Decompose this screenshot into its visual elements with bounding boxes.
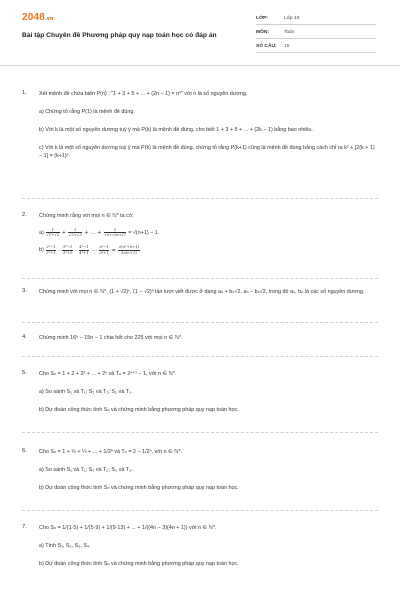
meta-value: Toán [284, 30, 295, 35]
question-part: b) Dự đoán công thức tính Sₙ và chứng minh bằng phương pháp quy nạp toán học. [39, 407, 239, 413]
math-expression: $\frac{\text{2²−1}}{\text{2²+1}}$ · $\frac{\text{3²−1}}{\text{3²+1}}$ · $\frac{\text{4²−1}}{\text{4²+1}}$ ⋯ $\frac{\text{n²−1}}{\text{n²+1}}$ = $\frac{\text{2(n²+n+1)}}{3n(n+1)}$ [46, 244, 140, 255]
question-number: 6. [22, 448, 27, 454]
logo-suffix: .vn [45, 16, 54, 22]
question-text: Chứng minh rằng với mọi n ∈ ℕ* ta có: [39, 213, 134, 219]
meta-key: SỐ CÂU: [256, 44, 277, 49]
question-4 [22, 334, 378, 342]
question-part: b) Dự đoán công thức tính Sₙ và chứng minh bằng phương pháp quy nạp toán học. [39, 485, 239, 491]
question-text: Cho Sₙ = 1/(1·5) + 1/(5·9) + 1/(9·13) + ... + 1/((4n − 3)(4n + 1)) với n ∈ ℕ*. [39, 525, 217, 531]
question-part-b [39, 245, 378, 254]
math-expression: $\frac{1}{√1+√2}$ + $\frac{1}{√2+√3}$ + … + $\frac{1}{√n+√(n+1)}$ [46, 227, 126, 238]
question-3 [22, 288, 378, 296]
meta-row-class [256, 13, 376, 25]
meta-row-count [256, 41, 376, 53]
question-number: 5. [22, 370, 27, 376]
math-tail: = √(n+1) − 1. [128, 230, 160, 237]
question-number: 3. [22, 288, 27, 294]
question-part: b) Dự đoán công thức tính Sₙ và chứng minh bằng phương pháp quy nạp toán học. [39, 561, 239, 567]
question-6 [22, 448, 378, 492]
question-number: 4. [22, 334, 27, 340]
logo-text: 2048 [22, 12, 46, 23]
question-text: Xét mệnh đề chứa biến P(n) : "1 + 3 + 5 + ... + (2n − 1) = n²" với n là số nguyên dương. [39, 91, 248, 97]
question-part: c) Với k là một số nguyên dương tuỳ ý mà P(k) là mệnh đề đúng, chứng tỏ rằng P(k+1) cũng là mệnh đề đúng bằng cách chỉ ra k² + [2(k + 1) − 1] = (k+1)². [39, 145, 375, 159]
question-text: Chứng minh 16ⁿ − 15n − 1 chia hết cho 225 với mọi n ∈ ℕ*. [39, 335, 183, 341]
question-part: a) Chứng tỏ rằng P(1) là mệnh đề đúng. [39, 109, 135, 115]
meta-value: Lớp 10 [284, 16, 300, 21]
divider [22, 322, 378, 323]
part-label: b) [39, 247, 44, 254]
divider [22, 278, 378, 279]
divider [22, 510, 378, 511]
meta-value: 15 [284, 44, 290, 49]
question-number: 2. [22, 212, 27, 218]
question-number: 1. [22, 90, 27, 96]
question-text: Cho Sₙ = 1 + ½ + ¼ + ... + 1/2ⁿ và Tₙ = 2 − 1/2ⁿ, với n ∈ ℕ*. [39, 449, 183, 455]
question-1 [22, 90, 378, 160]
question-2 [22, 212, 378, 255]
divider [22, 432, 378, 433]
document-title: Bài tập Chuyên đề Phương pháp quy nạp toán học có đáp án [22, 32, 217, 39]
question-5 [22, 370, 378, 414]
document-header [0, 0, 400, 66]
meta-key: LỚP: [256, 16, 269, 21]
question-part: a) So sánh S₁ và T₁; S₂ và T₂; S₃ và T₃. [39, 389, 133, 395]
part-label: a) [39, 230, 44, 237]
question-part: b) Với k là một số nguyên dương tuỳ ý mà P(k) là mệnh đề đúng, cho biết 1 + 3 + 5 + ... + (2k − 1) bằng bao nhiêu. [39, 127, 313, 133]
question-7 [22, 524, 378, 568]
question-text: Chứng minh với mọi n ∈ ℕ*, (1 + √2)ⁿ, (1 − √2)ⁿ lần lượt viết được ở dạng aₙ + bₙ√2, aₙ − bₙ√2, trong đó aₙ, bₙ là các số nguyên dương. [39, 289, 365, 295]
meta-row-subject [256, 27, 376, 39]
document-meta [256, 13, 376, 55]
question-part: a) So sánh S₁ và T₁; S₂ và T₂; S₃ và T₃. [39, 467, 133, 473]
divider [22, 356, 378, 357]
site-logo[interactable] [22, 12, 54, 23]
question-list [0, 66, 400, 600]
question-text: Cho Sₙ = 1 + 2 + 2² + ... + 2ⁿ và Tₙ = 2ⁿ⁺¹ − 1, với n ∈ ℕ*. [39, 371, 177, 377]
question-part: a) Tính S₁, S₂, S₃, S₄. [39, 543, 91, 549]
question-part-a [39, 228, 378, 237]
question-number: 7. [22, 524, 27, 530]
divider [22, 198, 378, 199]
meta-key: MÔN: [256, 30, 270, 35]
